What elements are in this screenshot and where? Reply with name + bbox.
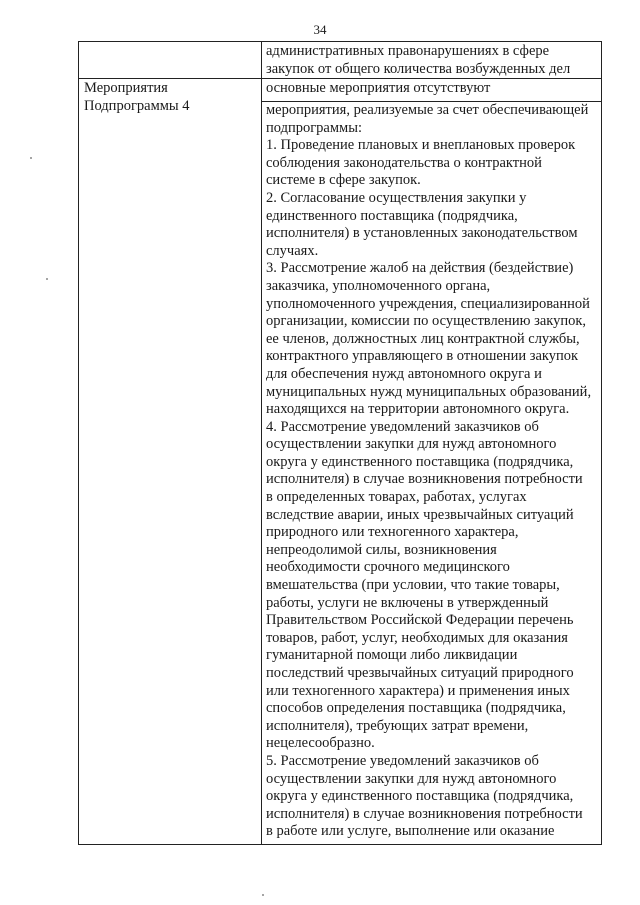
text-line: осуществлении закупки для нужд автономного — [266, 770, 557, 787]
scan-speck — [46, 278, 48, 280]
text-line: округа у единственного поставщика (подрядчика, — [266, 788, 574, 805]
text-line: непреодолимой силы, возникновения — [266, 541, 497, 558]
text-line: гуманитарной помощи либо ликвидации — [266, 647, 518, 664]
program-table — [78, 41, 602, 845]
text-line: вмешательства (при условии, что такие товары, — [266, 577, 560, 594]
scan-speck — [30, 157, 32, 159]
text-line: мероприятия, реализуемые за счет обеспечивающей — [266, 102, 589, 118]
text-line: заказчика, уполномоченного органа, — [266, 277, 491, 294]
text-line: исполнителя), требующих затрат времени, — [266, 717, 529, 734]
row-heading-line: Мероприятия — [84, 80, 168, 96]
column-divider — [261, 42, 262, 844]
text-line: организации, комиссии по осуществлению закупок, — [266, 313, 587, 330]
row1-right-cell — [266, 43, 570, 78]
text-line: ее членов, должностных лиц контрактной службы, — [266, 330, 580, 347]
main-activities-text: основные мероприятия отсутствуют — [266, 80, 491, 96]
text-line: соблюдения законодательства о контрактной — [266, 154, 542, 171]
row2-left-cell — [84, 80, 190, 115]
text-line: контрактного управляющего в отношении закупок — [266, 348, 579, 365]
text-line: вследствие аварии, иных чрезвычайных ситуаций — [266, 506, 574, 523]
text-line: административных правонарушениях в сфере — [266, 43, 550, 59]
text-line: 5. Рассмотрение уведомлений заказчиков об — [266, 752, 539, 769]
text-line: 1. Проведение плановых и внеплановых проверок — [266, 137, 576, 154]
text-line: последствий чрезвычайных ситуаций природного — [266, 665, 574, 681]
text-line: Правительством Российской Федерации перечень — [266, 612, 574, 629]
text-line: работы, услуги не включены в утвержденный — [266, 594, 549, 611]
text-line: природного или техногенного характера, — [266, 524, 519, 541]
text-line: 4. Рассмотрение уведомлений заказчиков об — [266, 418, 539, 435]
text-line: закупок от общего количества возбужденных дел — [266, 60, 571, 77]
text-line: способов определения поставщика (подрядчика, — [266, 700, 566, 717]
text-line: 2. Согласование осуществления закупки у — [266, 189, 527, 206]
text-line: уполномоченного учреждения, специализированной — [266, 295, 590, 312]
text-line: в работе или услуге, выполнение или оказание — [266, 823, 555, 840]
text-line: необходимости срочного медицинского — [266, 559, 510, 576]
text-line: округа у единственного поставщика (подрядчика, — [266, 453, 574, 470]
row-heading-line: Подпрограммы 4 — [84, 97, 190, 114]
text-line: товаров, работ, услуг, необходимых для оказания — [266, 629, 568, 646]
text-line: нецелесообразно. — [266, 735, 375, 752]
text-line: в определенных товарах, работах, услугах — [266, 489, 527, 506]
text-line: осуществлении закупки для нужд автономного — [266, 436, 557, 453]
text-line: исполнителя) в случае возникновения потребности — [266, 471, 583, 488]
scan-speck — [262, 894, 264, 896]
text-line: подпрограммы: — [266, 119, 362, 136]
page-number: 34 — [313, 22, 327, 37]
row2-activities-cell — [266, 102, 591, 841]
text-line: системе в сфере закупок. — [266, 172, 421, 189]
text-line: 3. Рассмотрение жалоб на действия (бездействие) — [266, 260, 574, 277]
row2-main-activities-cell — [266, 80, 490, 98]
text-line: исполнителя) в случае возникновения потребности — [266, 805, 583, 822]
text-line: находящихся на территории автономного округа. — [266, 401, 570, 418]
text-line: для обеспечения нужд автономного округа и — [266, 365, 542, 382]
text-line: муниципальных нужд муниципальных образований, — [266, 383, 592, 400]
text-line: или техногенного характера) и применения иных — [266, 682, 570, 699]
text-line: случаях. — [266, 242, 319, 259]
text-line: исполнителя) в установленных законодательством — [266, 225, 578, 242]
text-line: единственного поставщика (подрядчика, — [266, 207, 518, 224]
